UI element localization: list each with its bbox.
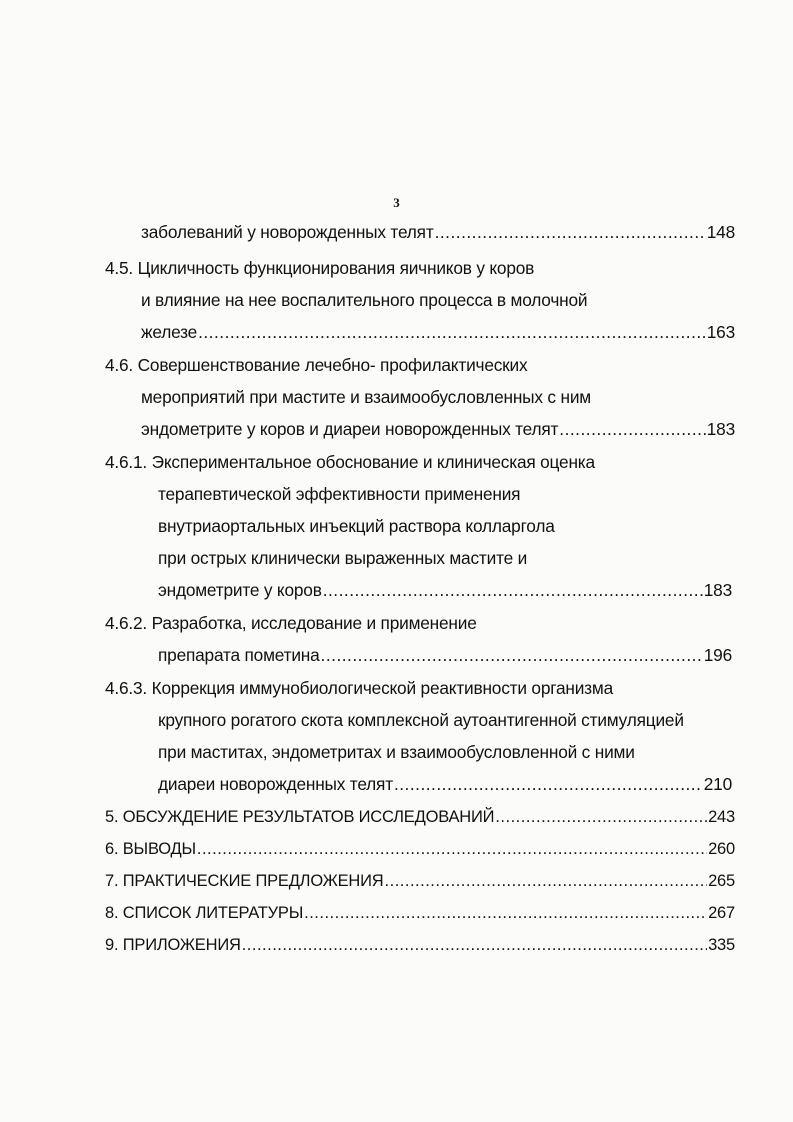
toc-leader-dots [242,934,707,956]
toc-entry-title: препарата пометина [158,645,320,665]
toc-entry-title: заболеваний у новорожденных телят [141,222,434,242]
toc-entry-page: 183 [706,419,735,439]
toc-entry [158,773,732,795]
toc-entry-page: 260 [708,840,735,858]
toc-entry-line: при маститах, эндометритах и взаимообусловленной с ними [158,742,635,762]
page-number: 3 [393,195,400,210]
toc-leader-dots [321,644,703,666]
toc-entry-title: эндометрите у коров [158,580,322,600]
toc-entry-page: 243 [708,808,735,826]
toc-entry-page: 267 [708,904,735,922]
toc-entry-line: и влияние на нее воспалительного процесса в молочной [141,290,588,310]
toc-entry-line: терапевтической эффективности применения [158,484,521,504]
toc-leader-dots [198,321,706,343]
toc-leader-dots [495,806,707,828]
toc-entry-line: мероприятий при мастите и взаимообусловленных с ним [141,387,591,407]
toc-entry-line: крупного рогатого скота комплексной аутоантигенной стимуляцией [158,710,684,730]
toc-entry-title: 9. ПРИЛОЖЕНИЯ [105,936,241,954]
toc-entry [158,644,732,666]
toc-entry [158,579,732,601]
toc-leader-dots [435,221,706,243]
toc-entry-page: 210 [703,774,732,794]
toc-entry-line: при острых клинически выраженных мастите и [158,548,528,568]
toc-leader-dots [323,579,703,601]
toc-entry-title: 5. ОБСУЖДЕНИЕ РЕЗУЛЬТАТОВ ИССЛЕДОВАНИЙ [105,808,495,826]
toc-leader-dots [559,418,705,440]
toc-entry-page: 196 [703,645,732,665]
toc-entry [105,902,735,924]
toc-entry-title: 7. ПРАКТИЧЕСКИЕ ПРЕДЛОЖЕНИЯ [105,872,384,890]
toc-entry-line: внутриаортальных инъекций раствора колларгола [158,516,555,536]
toc-entry-page: 335 [708,936,735,954]
toc-entry-page: 163 [706,322,735,342]
toc-entry-page: 183 [703,580,732,600]
toc-entry [141,418,735,440]
toc-entry [141,221,735,243]
toc-entry [141,321,735,343]
toc-entry-page: 265 [708,872,735,890]
toc-entry-line: 4.6.1. Экспериментальное обоснование и клиническая оценка [105,452,595,472]
toc-entry [105,934,735,956]
toc-entry-title: эндометрите у коров и диареи новорожденных телят [141,419,559,439]
toc-entry-title: железе [141,322,198,342]
toc-leader-dots [197,838,707,860]
toc-leader-dots [385,870,708,892]
toc-entry-page: 148 [706,222,735,242]
toc-entry-title: диареи новорожденных телят [158,774,393,794]
toc-entry [105,806,735,828]
toc-entry-title: 6. ВЫВОДЫ [105,840,196,858]
toc-entry-line: 4.6.2. Разработка, исследование и применение [105,613,477,633]
toc-entry [105,838,735,860]
toc-entry-line: 4.6. Совершенствование лечебно- профилактических [105,355,528,375]
toc-entry-title: 8. СПИСОК ЛИТЕРАТУРЫ [105,904,304,922]
toc-entry [105,870,735,892]
toc-entry-line: 4.5. Цикличность функционирования яичников у коров [105,258,535,278]
toc-leader-dots [394,773,703,795]
toc-leader-dots [304,902,707,924]
toc-entry-line: 4.6.3. Коррекция иммунобиологической реактивности организма [105,678,613,698]
